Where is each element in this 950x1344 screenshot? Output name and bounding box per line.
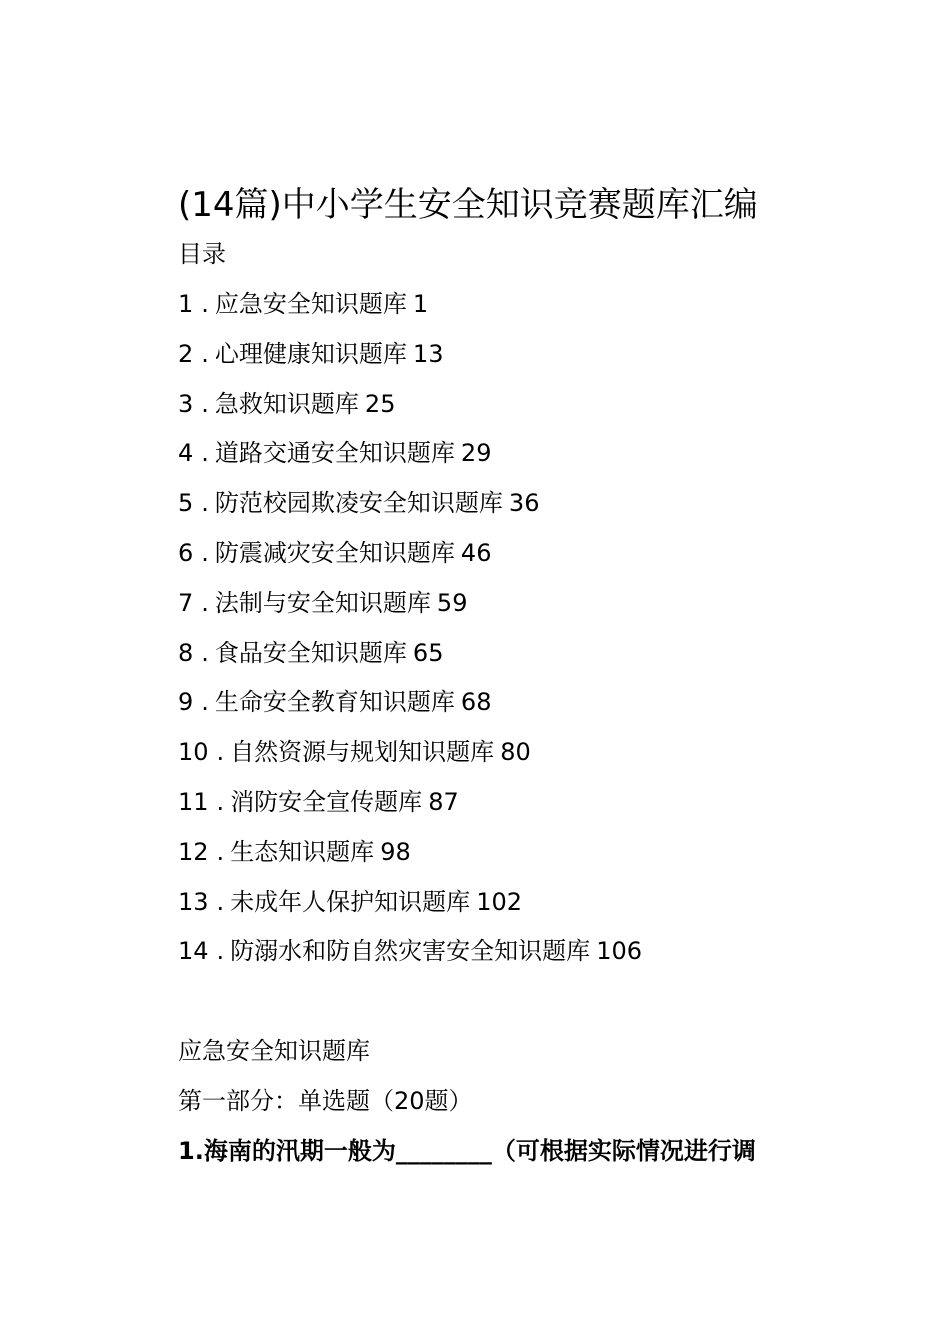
toc-heading: 目录	[178, 240, 226, 268]
toc-item-number: 8	[178, 638, 194, 667]
toc-item-page: 80	[500, 738, 531, 767]
toc-item[interactable]	[178, 884, 642, 934]
toc-item-number: 12	[178, 837, 209, 866]
toc-item[interactable]	[178, 485, 642, 535]
toc-item-label: 消防安全宣传题库	[230, 787, 423, 816]
toc-item-separator: .	[216, 937, 225, 966]
toc-item[interactable]	[178, 635, 642, 685]
toc-item[interactable]	[178, 834, 642, 884]
toc-item-separator: .	[201, 439, 209, 468]
toc-item-label: 法制与安全知识题库	[214, 588, 431, 617]
toc-item-separator: .	[201, 638, 209, 667]
toc-item-number: 5	[178, 489, 194, 518]
toc-item-separator: .	[216, 738, 225, 767]
toc-item-number: 2	[178, 339, 194, 368]
part-title: 第一部分：单选题（20题）	[178, 1087, 473, 1115]
toc-item-separator: .	[216, 887, 225, 916]
toc-item-separator: .	[216, 787, 225, 816]
toc-item-label: 防溺水和防自然灾害安全知识题库	[230, 937, 591, 966]
toc-item[interactable]	[178, 435, 642, 485]
toc-item-page: 65	[412, 638, 444, 667]
toc-item-number: 1	[178, 290, 194, 318]
toc-item-number: 11	[178, 787, 209, 816]
toc-item-separator: .	[201, 688, 209, 717]
toc-item[interactable]	[178, 734, 642, 784]
toc-item-label: 自然资源与规划知识题库	[230, 738, 495, 767]
document-title: (14篇)中小学生安全知识竞赛题库汇编	[178, 185, 758, 225]
toc-item[interactable]	[178, 784, 642, 834]
toc-item-number: 7	[178, 588, 194, 617]
question-text: 1.海南的汛期一般为________（可根据实际情况进行调	[178, 1137, 756, 1165]
toc-item-page: 29	[460, 439, 492, 468]
toc-item-label: 道路交通安全知识题库	[214, 439, 455, 468]
toc-item-label: 食品安全知识题库	[214, 638, 407, 667]
toc-item-number: 9	[178, 688, 194, 717]
toc-item-label: 应急安全知识题库	[214, 290, 407, 318]
toc-item[interactable]	[178, 286, 642, 336]
toc-item-number: 14	[178, 937, 209, 966]
toc-item-page: 46	[460, 538, 492, 567]
toc-item-page: 36	[508, 489, 540, 518]
toc-item-label: 生态知识题库	[230, 837, 375, 866]
toc-item[interactable]	[178, 684, 642, 734]
toc-item-separator: .	[201, 389, 209, 418]
toc-item-page: 102	[476, 887, 522, 916]
toc-item-page: 68	[460, 688, 492, 717]
toc-item-separator: .	[201, 339, 209, 368]
toc-item-label: 生命安全教育知识题库	[214, 688, 455, 717]
toc-item-separator: .	[201, 290, 209, 318]
toc-item-number: 6	[178, 538, 194, 567]
toc-item[interactable]	[178, 336, 642, 386]
toc-item-number: 13	[178, 887, 209, 916]
toc-item-separator: .	[216, 837, 225, 866]
toc-item-label: 心理健康知识题库	[214, 339, 407, 368]
toc-item[interactable]	[178, 933, 642, 983]
toc-item-number: 10	[178, 738, 209, 767]
toc-item-number: 4	[178, 439, 194, 468]
toc-item-page: 98	[380, 837, 411, 866]
toc-item[interactable]	[178, 535, 642, 585]
table-of-contents	[178, 286, 642, 983]
toc-item-label: 未成年人保护知识题库	[230, 887, 471, 916]
toc-item-page: 106	[596, 937, 642, 966]
toc-item-page: 1	[412, 290, 429, 318]
toc-item-page: 25	[364, 389, 396, 418]
toc-item[interactable]	[178, 386, 642, 436]
toc-item-separator: .	[201, 489, 209, 518]
toc-item-separator: .	[201, 588, 209, 617]
toc-item-label: 急救知识题库	[214, 389, 359, 418]
toc-item-separator: .	[201, 538, 209, 567]
toc-item-page: 59	[436, 588, 468, 617]
toc-item-page: 13	[412, 339, 444, 368]
toc-item-label: 防范校园欺凌安全知识题库	[214, 489, 503, 518]
toc-item[interactable]	[178, 585, 642, 635]
toc-item-page: 87	[428, 787, 459, 816]
toc-item-number: 3	[178, 389, 194, 418]
section-title: 应急安全知识题库	[178, 1037, 370, 1065]
toc-item-label: 防震减灾安全知识题库	[214, 538, 455, 567]
